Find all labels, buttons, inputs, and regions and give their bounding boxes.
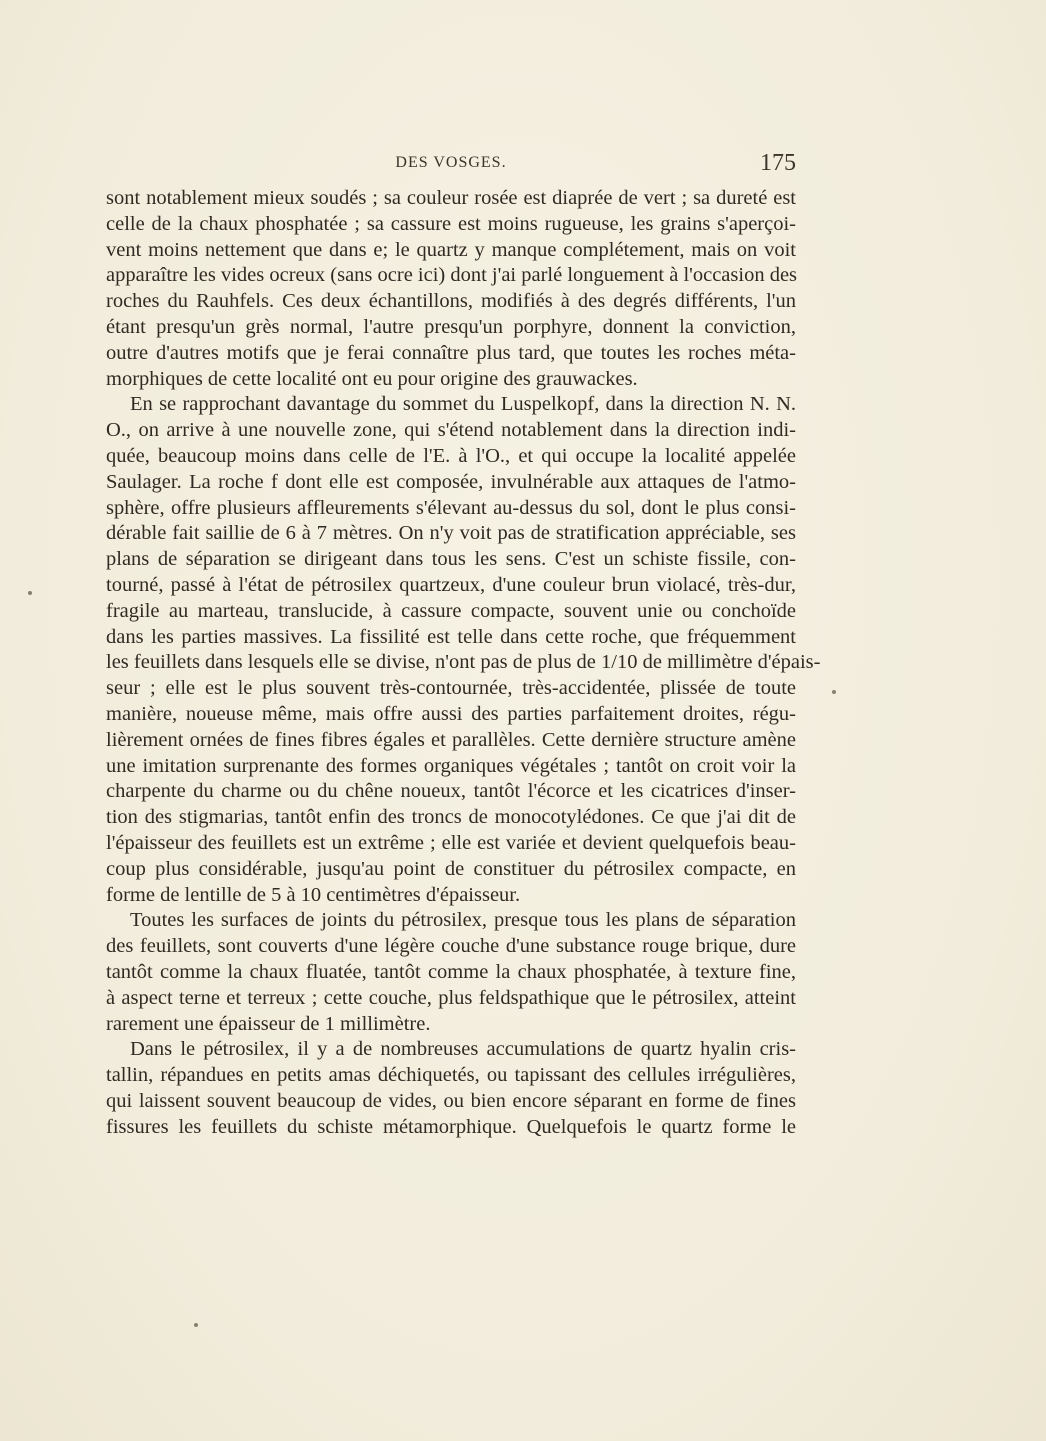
text-line: une imitation surprenante des formes organiques végétales ; tantôt on croit voir la [106,754,796,777]
text-line: les feuillets dans lesquels elle se divise, n'ont pas de plus de 1/10 de millimètre d'épais- [106,651,821,674]
running-title: DES VOSGES. [395,154,507,171]
text-line: apparaître les vides ocreux (sans ocre ici) dont j'ai parlé longuement à l'occasion des [106,264,798,287]
text-line: quée, beaucoup moins dans celle de l'E. à l'O., et qui occupe la localité appelée [106,444,796,467]
text-line: qui laissent souvent beaucoup de vides, ou bien encore séparant en forme de fines [106,1089,796,1112]
text-line: des feuillets, sont couverts d'une légère couche d'une substance rouge brique, dure [106,935,796,958]
text-line: En se rapprochant davantage du sommet du Luspelkopf, dans la direction N. N. [130,393,796,416]
running-head [106,150,796,180]
text-line: rarement une épaisseur de 1 millimètre. [106,1012,431,1035]
text-line: vent moins nettement que dans e; le quartz y manque complétement, mais on voit [106,238,796,261]
text-line: celle de la chaux phosphatée ; sa cassure est moins rugueuse, les grains s'aperçoi- [106,212,796,235]
text-line: dans les parties massives. La fissilité est telle dans cette roche, que fréquemment [106,625,796,648]
text-line: roches du Rauhfels. Ces deux échantillons, modifiés à des degrés différents, l'un [106,290,796,313]
text-line: tion des stigmarias, tantôt enfin des troncs de monocotylédones. Ce que j'ai dit de [106,806,796,829]
text-line: étant presqu'un grès normal, l'autre presqu'un porphyre, donnent la conviction, [106,315,796,338]
text-line: fragile au marteau, translucide, à cassure compacte, souvent unie ou conchoïde [106,599,796,622]
margin-speck [832,690,836,694]
body-text [106,186,821,1140]
text-line: Toutes les surfaces de joints du pétrosilex, presque tous les plans de séparation [130,909,796,932]
text-line: plans de séparation se dirigeant dans tous les sens. C'est un schiste fissile, con- [106,548,796,571]
text-line: l'épaisseur des feuillets est un extrême ; elle est variée et devient quelquefois beau- [106,831,796,854]
text-line: manière, noueuse même, mais offre aussi des parties parfaitement droites, régu- [106,702,796,725]
text-line: sont notablement mieux soudés ; sa couleur rosée est diaprée de vert ; sa dureté est [106,187,796,209]
text-line: tallin, répandues en petits amas déchiquetés, ou tapissant des cellules irrégulières, [106,1064,796,1087]
text-line: à aspect terne et terreux ; cette couche, plus feldspathique que le pétrosilex, atteint [106,986,796,1009]
margin-speck [28,591,32,595]
text-line: Dans le pétrosilex, il y a de nombreuses accumulations de quartz hyalin cris- [130,1038,796,1061]
text-line: seur ; elle est le plus souvent très-contournée, très-accidentée, plissée de toute [106,677,796,700]
text-line: coup plus considérable, jusqu'au point de constituer du pétrosilex compacte, en [106,857,796,880]
text-line: lièrement ornées de fines fibres égales et parallèles. Cette dernière structure amène [106,728,796,751]
margin-speck [194,1323,198,1327]
text-line: tourné, passé à l'état de pétrosilex quartzeux, d'une couleur brun violacé, très-dur, [106,573,796,596]
text-line: dérable fait saillie de 6 à 7 mètres. On n'y voit pas de stratification appréciable, ses [106,522,796,545]
text-line: forme de lentille de 5 à 10 centimètres d'épaisseur. [106,883,521,906]
text-line: tantôt comme la chaux fluatée, tantôt comme la chaux phosphatée, à texture fine, [106,960,796,983]
text-line: outre d'autres motifs que je ferai connaître plus tard, que toutes les roches méta- [106,341,796,364]
text-line: sphère, offre plusieurs affleurements s'élevant au-dessus du sol, dont le plus consi- [106,496,796,519]
page-number: 175 [760,150,796,176]
text-line: morphiques de cette localité ont eu pour origine des grauwackes. [106,367,638,390]
text-line: O., on arrive à une nouvelle zone, qui s'étend notablement dans la direction indi- [106,419,796,442]
text-line: charpente du charme ou du chêne noueux, tantôt l'écorce et les cicatrices d'inser- [106,780,796,803]
text-line: fissures les feuillets du schiste métamorphique. Quelquefois le quartz forme le [106,1115,796,1138]
text-line: Saulager. La roche f dont elle est composée, invulnérable aux attaques de l'atmo- [106,470,796,493]
